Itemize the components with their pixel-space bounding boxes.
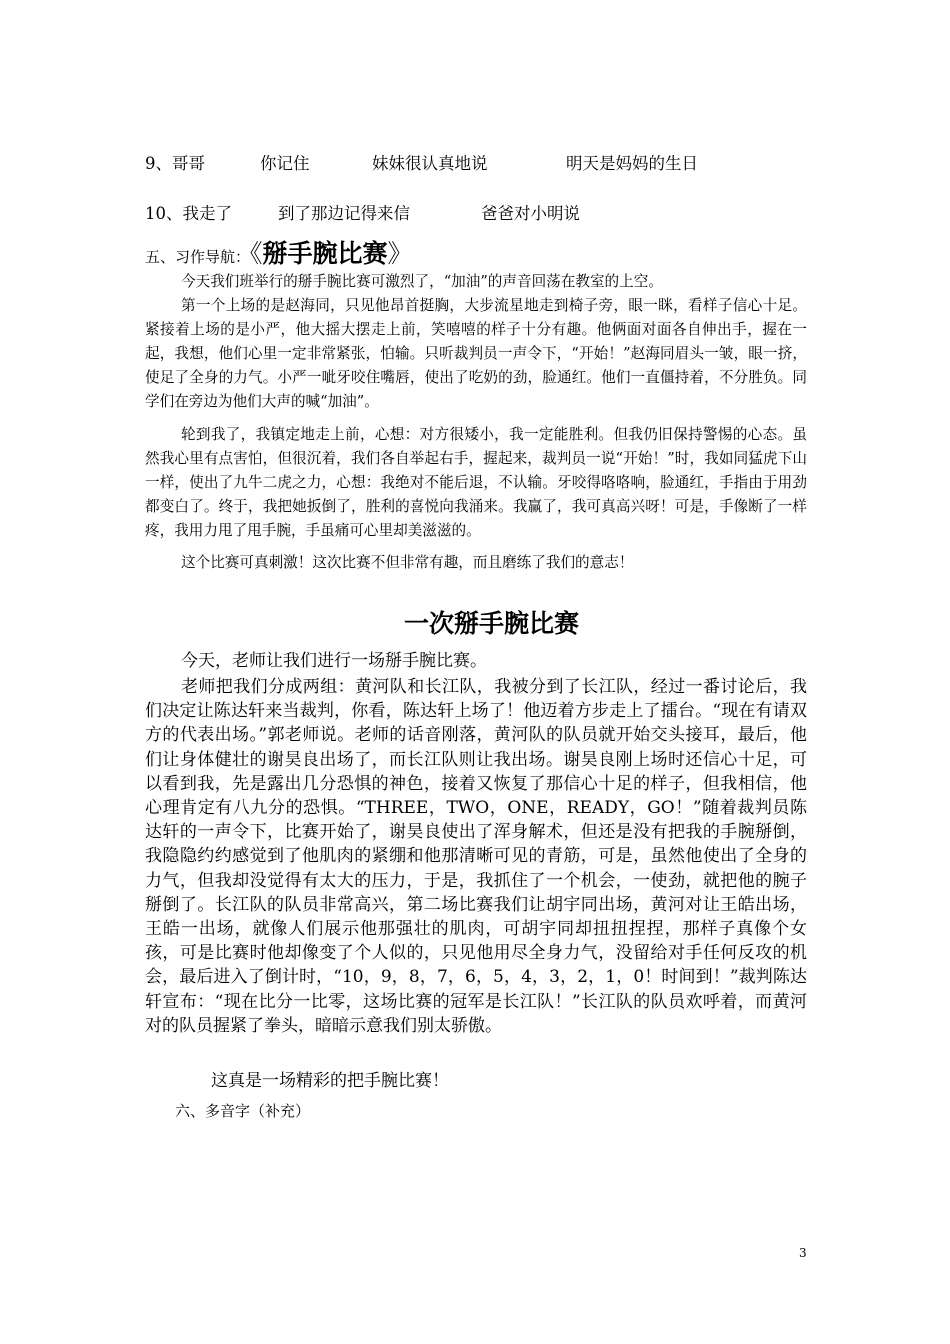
section5-title: 掰手腕比赛 [262, 239, 388, 268]
essay1-paragraph: 第一个上场的是赵海同，只见他昂首挺胸，大步流星地走到椅子旁，眼一眯，看样子信心十足。紧接着上场的是小严，他大摇大摆走上前，笑嘻嘻的样子十分有趣。他俩面对面各自伸出手，握在一起，我想，他们心里一定非常紧张，怕输。只听裁判员一声令下，“开始！”赵海同眉头一皱，眼一挤，使足了全身的力气。小严一呲牙咬住嘴唇，使出了吃奶的劲，脸通红。他们一直僵持着，不分胜负。同学们在旁边为他们大声的喊“加油”。 [145, 297, 807, 410]
essay2-paragraph: 今天，老师让我们进行一场掰手腕比赛。 [181, 651, 487, 671]
essay1-paragraph: 轮到我了，我镇定地走上前，心想：对方很矮小，我一定能胜利。但我仍旧保持警惕的心态。虽然我心里有点害怕，但很沉着，我们各自举起右手，握起来，裁判员一说“开始！”时，我如同猛虎下山一样，使出了九牛二虎之力，心想：我绝对不能后退，不认输。牙咬得咯咯响，脸通红，手指由于用劲都变白了。终于，我把她扳倒了，胜利的喜悦向我涌来。我赢了，我可真高兴呀！可是，手像断了一样疼，我用力甩了甩手腕，手虽痛可心里却美滋滋的。 [145, 426, 807, 539]
essay1-paragraph: 今天我们班举行的掰手腕比赛可激烈了，“加油”的声音回荡在教室的上空。 [181, 273, 663, 290]
q10-part-a: 到了那边记得来信 [278, 204, 410, 223]
section5-heading [145, 234, 413, 270]
q9-number: 9、哥哥 [145, 154, 205, 173]
section5-label: 五、习作导航： [145, 248, 251, 266]
q9-part-b: 妹妹很认真地说 [372, 154, 488, 173]
essay2-paragraph: 老师把我们分成两组：黄河队和长江队，我被分到了长江队，经过一番讨论后，我们决定让陈达轩来当裁判，你看，陈达轩上场了！他迈着方步走上了擂台。“现在有请双方的代表出场。”郭老师说。老师的话音刚落，黄河队的队员就开始交头接耳，最后，他们让身体健壮的谢昊良出场了，而长江队则让我出场。谢昊良刚上场时还信心十足，可以看到我，先是露出几分恐惧的神色，接着又恢复了那信心十足的样子，但我相信，他心理肯定有八九分的恐惧。“THREE，TWO，ONE，READY，GO！”随着裁判员陈达轩的一声令下，比赛开始了，谢昊良使出了浑身解术，但还是没有把我的手腕掰倒，我隐隐约约感觉到了他肌肉的紧绷和他那清晰可见的青筋，可是，虽然他使出了全身的力气，但我却没觉得有太大的压力，于是，我抓住了一个机会，一使劲，就把他的腕子掰倒了。长江队的队员非常高兴，第二场比赛我们让胡宇同出场，黄河对让王皓出场，王皓一出场，就像人们展示他那强壮的肌肉，可胡宇同却扭扭捏捏，那样子真像个女孩，可是比赛时他却像变了个人似的，只见他用尽全身力气，没留给对手任何反攻的机会，最后进入了倒计时，“10，9，8，7，6，5，4，3，2，1，0！时间到！”裁判陈达轩宣布：“现在比分一比零，这场比赛的冠军是长江队！”长江队的队员欢呼着，而黄河对的队员握紧了拳头，暗暗示意我们别太骄傲。 [145, 677, 807, 1036]
page-number: 3 [799, 1246, 807, 1260]
q10-number: 10、我走了 [145, 204, 232, 223]
q10-part-b: 爸爸对小明说 [481, 204, 580, 223]
essay2-closing: 这真是一场精彩的把手腕比赛！ [211, 1071, 449, 1091]
essay1-paragraph: 这个比赛可真刺激！这次比赛不但非常有趣，而且磨练了我们的意志！ [181, 554, 634, 571]
section5-close-quote: 》 [387, 239, 413, 268]
section6-heading: 六、多音字（补充） [175, 1102, 311, 1120]
q9-part-c: 明天是妈妈的生日 [566, 154, 698, 173]
section5-open-quote: 《 [250, 239, 263, 268]
essay2-title: 一次掰手腕比赛 [404, 609, 580, 638]
q9-part-a: 你记住 [260, 154, 310, 173]
